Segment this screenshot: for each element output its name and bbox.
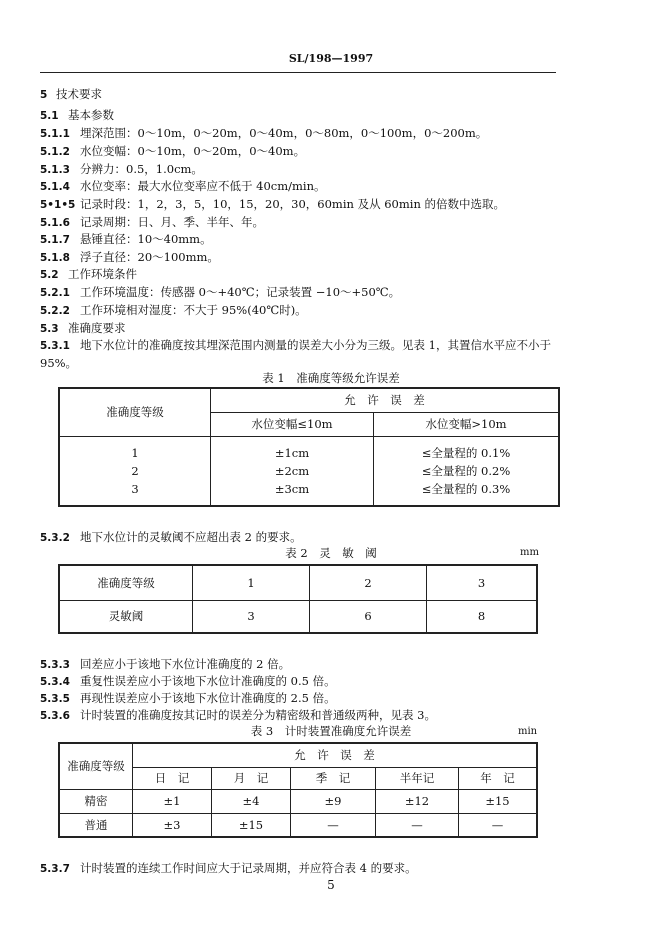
clause-5-1-3 [40, 161, 203, 178]
clause-text: 地下水位计的准确度按其埋深范围内测量的误差大小分为三级。见表 1，其置信水平应不小于 [80, 338, 551, 352]
table1-error-value: ±3cm [274, 481, 310, 496]
clause-text: 重复性误差应小于该地下水位计准确度的 0.5 倍。 [80, 674, 336, 688]
clause-5-3-1 [40, 337, 551, 354]
clause-5-2-1 [40, 284, 400, 301]
clause-text: 记录周期：日、月、季、半年、年。 [80, 215, 264, 229]
table3-cell: ±4 [212, 789, 291, 813]
clause-number: 5.1.3 [40, 164, 70, 176]
table1-subheader-large: 水位变幅>10m [374, 412, 560, 436]
subsection-title: 基本参数 [68, 108, 114, 122]
table1-grade: 2 [131, 463, 139, 478]
table1-error-value: ±2cm [274, 463, 310, 478]
table3-cell: ±15 [212, 813, 291, 837]
clause-5-1-4 [40, 178, 326, 195]
clause-number: 5.2.2 [40, 305, 70, 317]
clause-text: 计时装置的连续工作时间应大于记录周期，并应符合表 4 的要求。 [80, 861, 417, 875]
subsection-title: 工作环境条件 [68, 267, 137, 281]
table2-cell: 6 [310, 600, 427, 633]
clause-text: 记录时段：1，2，3，5，10，15，20，30，60min 及从 60min 的倍数中选取。 [80, 197, 506, 211]
table1-header-grade: 准确度等级 [59, 388, 211, 436]
table3-cell: ±1 [133, 789, 212, 813]
clause-number: 5.3.6 [40, 710, 70, 722]
clause-text: 工作环境温度：传感器 0～+40℃；记录装置 −10～+50℃。 [80, 285, 401, 299]
table1-error-value: ±1cm [274, 445, 310, 460]
table2-unit: mm [520, 547, 539, 558]
clause-text: 再现性误差应小于该地下水位计准确度的 2.5 倍。 [80, 691, 336, 705]
table1-error-value: ≤全量程的 0.2% [421, 463, 511, 478]
clause-number: 5.1.1 [40, 128, 70, 140]
clause-number: 5.3.5 [40, 693, 70, 705]
table3-cell: ±9 [291, 789, 376, 813]
clause-number: 5.1.2 [40, 146, 70, 158]
clause-5-1-1 [40, 125, 487, 142]
clause-5-3-2 [40, 529, 302, 546]
clause-5-2-2 [40, 302, 307, 319]
table2-cell: 3 [193, 600, 310, 633]
clause-number: 5.1.6 [40, 217, 70, 229]
table3-subheader: 日 记 [133, 767, 212, 789]
clause-5-1-6 [40, 214, 264, 231]
table3-cell: — [459, 813, 538, 837]
clause-5-3-5 [40, 690, 336, 707]
table2-caption: 表 2 灵 敏 阈 [285, 546, 377, 560]
clause-5-1-8 [40, 249, 219, 266]
subsection-5-2-heading [40, 266, 137, 283]
clause-text: 悬锤直径：10～40mm。 [80, 232, 212, 246]
page-number: 5 [327, 878, 335, 892]
subsection-number: 5.3 [40, 323, 59, 335]
clause-5-1-5 [40, 196, 505, 213]
clause-number: 5.3.4 [40, 676, 70, 688]
header-rule [40, 72, 556, 73]
clause-5-3-4 [40, 673, 336, 690]
table1-header-error: 允 许 误 差 [211, 388, 560, 412]
clause-number: 5.3.2 [40, 532, 70, 544]
subsection-5-1-heading [40, 107, 114, 124]
table1-grade: 1 [131, 445, 139, 460]
subsection-title: 准确度要求 [68, 321, 126, 335]
table1-subheader-small: 水位变幅≤10m [211, 412, 374, 436]
table3-cell: ±12 [376, 789, 459, 813]
clause-number: 5.3.7 [40, 863, 70, 875]
clause-number: 5.3.1 [40, 340, 70, 352]
table3-header-grade: 准确度等级 [59, 743, 133, 789]
table1-large-errors-cell [374, 436, 560, 506]
table2-cell: 3 [427, 565, 538, 600]
table2-cell: 1 [193, 565, 310, 600]
table3-cell: — [376, 813, 459, 837]
subsection-number: 5.2 [40, 269, 59, 281]
clause-number: 5.1.8 [40, 252, 70, 264]
clause-5-3-3 [40, 656, 290, 673]
clause-5-3-7 [40, 860, 417, 877]
table1 [58, 387, 560, 507]
table3-caption: 表 3 计时装置准确度允许误差 [250, 724, 412, 738]
table2-row-label: 灵敏阈 [59, 600, 193, 633]
section-title: 技术要求 [56, 87, 102, 101]
clause-5-3-6 [40, 707, 436, 724]
table3-subheader: 年 记 [459, 767, 538, 789]
table2-cell: 2 [310, 565, 427, 600]
clause-5-1-7 [40, 231, 212, 248]
table3-subheader: 季 记 [291, 767, 376, 789]
clause-text: 浮子直径：20～100mm。 [80, 250, 219, 264]
clause-number: 5.1.4 [40, 181, 70, 193]
table3-cell: — [291, 813, 376, 837]
table3-row-label: 普通 [59, 813, 133, 837]
subsection-number: 5.1 [40, 110, 59, 122]
subsection-5-3-heading [40, 320, 126, 337]
clause-number: 5•1•5 [40, 199, 76, 211]
clause-text: 水位变幅：0～10m，0～20m，0～40m。 [80, 144, 306, 158]
table1-error-value: ≤全量程的 0.3% [421, 481, 511, 496]
section-number: 5 [40, 89, 48, 101]
table3-cell: ±3 [133, 813, 212, 837]
table3-subheader: 月 记 [212, 767, 291, 789]
clause-text: 工作环境相对湿度：不大于 95%(40℃时)。 [80, 303, 307, 317]
clause-text: 水位变率：最大水位变率应不低于 40cm/min。 [80, 179, 326, 193]
clause-text: 回差应小于该地下水位计准确度的 2 倍。 [80, 657, 291, 671]
table3 [58, 742, 538, 838]
clause-text: 埋深范围：0～10m，0～20m，0～40m，0～80m，0～100m，0～200m。 [80, 126, 488, 140]
table3-cell: ±15 [459, 789, 538, 813]
clause-5-3-1-continuation: 95%。 [40, 356, 78, 370]
clause-number: 5.2.1 [40, 287, 70, 299]
table3-unit: min [518, 726, 538, 737]
page-header-code: SL/198—1997 [288, 52, 374, 65]
clause-text: 计时装置的准确度按其记时的误差分为精密级和普通级两种，见表 3。 [80, 708, 436, 722]
clause-text: 分辨力：0.5，1.0cm。 [80, 162, 203, 176]
table3-row-label: 精密 [59, 789, 133, 813]
table1-small-errors-cell [211, 436, 374, 506]
table1-caption: 表 1 准确度等级允许误差 [262, 371, 400, 385]
clause-text: 地下水位计的灵敏阈不应超出表 2 的要求。 [80, 530, 302, 544]
table2-cell: 8 [427, 600, 538, 633]
table3-subheader: 半年记 [376, 767, 459, 789]
table2 [58, 564, 538, 634]
table1-grades-cell [59, 436, 211, 506]
section-heading [40, 86, 102, 103]
clause-number: 5.3.3 [40, 659, 70, 671]
clause-5-1-2 [40, 143, 305, 160]
table2-row-label: 准确度等级 [59, 565, 193, 600]
table3-header-error: 允 许 误 差 [133, 743, 538, 767]
table1-grade: 3 [131, 481, 139, 496]
clause-number: 5.1.7 [40, 234, 70, 246]
table1-error-value: ≤全量程的 0.1% [421, 445, 511, 460]
